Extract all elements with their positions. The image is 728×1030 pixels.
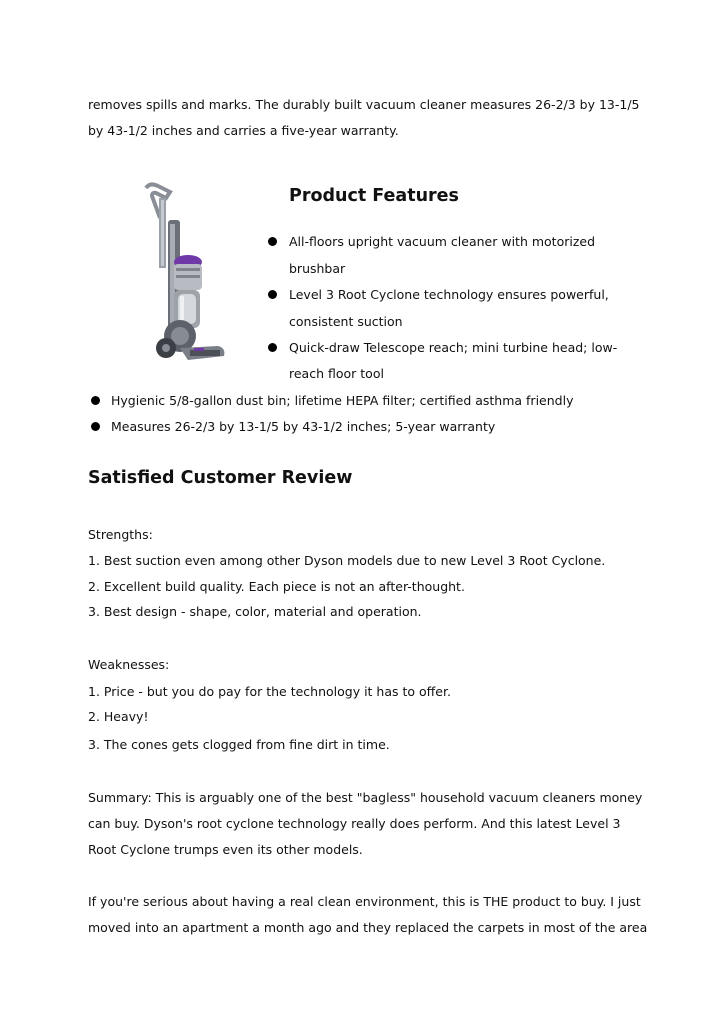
summary-line-3: Root Cyclone trumps even its other models. bbox=[88, 842, 363, 857]
bullet-icon bbox=[91, 396, 100, 405]
review-heading: Satisfied Customer Review bbox=[88, 468, 353, 488]
bullet-icon bbox=[268, 290, 277, 299]
weakness-item-3: 3. The cones gets clogged from fine dirt in time. bbox=[88, 737, 390, 752]
strength-item-2: 2. Excellent build quality. Each piece is not an after-thought. bbox=[88, 579, 465, 594]
weaknesses-label: Weaknesses: bbox=[88, 657, 170, 672]
strengths-label: Strengths: bbox=[88, 527, 153, 542]
feature-3-line-1: Quick-draw Telescope reach; mini turbine head; low- bbox=[289, 340, 618, 355]
upright-vacuum-cleaner-icon bbox=[130, 178, 230, 370]
intro-line-1: removes spills and marks. The durably built vacuum cleaner measures 26-2/3 by 13-1/5 bbox=[88, 97, 640, 112]
feature-3-line-2: reach floor tool bbox=[289, 366, 384, 381]
feature-2-line-1: Level 3 Root Cyclone technology ensures powerful, bbox=[289, 287, 609, 302]
feature-1-line-2: brushbar bbox=[289, 261, 346, 276]
feature-2-line-2: consistent suction bbox=[289, 314, 403, 329]
features-heading: Product Features bbox=[289, 186, 459, 206]
strength-item-3: 3. Best design - shape, color, material and operation. bbox=[88, 604, 422, 619]
closing-line-2: moved into an apartment a month ago and they replaced the carpets in most of the area bbox=[88, 920, 648, 935]
feature-1-line-1: All-floors upright vacuum cleaner with motorized bbox=[289, 234, 596, 249]
weakness-item-2: 2. Heavy! bbox=[88, 709, 149, 724]
bullet-icon bbox=[91, 422, 100, 431]
bullet-icon bbox=[268, 343, 277, 352]
strength-item-1: 1. Best suction even among other Dyson models due to new Level 3 Root Cyclone. bbox=[88, 553, 606, 568]
closing-line-1: If you're serious about having a real clean environment, this is THE product to buy. I just bbox=[88, 894, 641, 909]
feature-5: Measures 26-2/3 by 13-1/5 by 43-1/2 inches; 5-year warranty bbox=[111, 419, 496, 434]
intro-line-2: by 43-1/2 inches and carries a five-year warranty. bbox=[88, 123, 399, 138]
weakness-item-1: 1. Price - but you do pay for the technology it has to offer. bbox=[88, 684, 451, 699]
feature-4: Hygienic 5/8-gallon dust bin; lifetime HEPA filter; certified asthma friendly bbox=[111, 393, 574, 408]
summary-line-1: Summary: This is arguably one of the best "bagless" household vacuum cleaners money bbox=[88, 790, 643, 805]
vacuum-cleaner-image bbox=[130, 178, 230, 370]
summary-line-2: can buy. Dyson's root cyclone technology really does perform. And this latest Level 3 bbox=[88, 816, 621, 831]
bullet-icon bbox=[268, 237, 277, 246]
